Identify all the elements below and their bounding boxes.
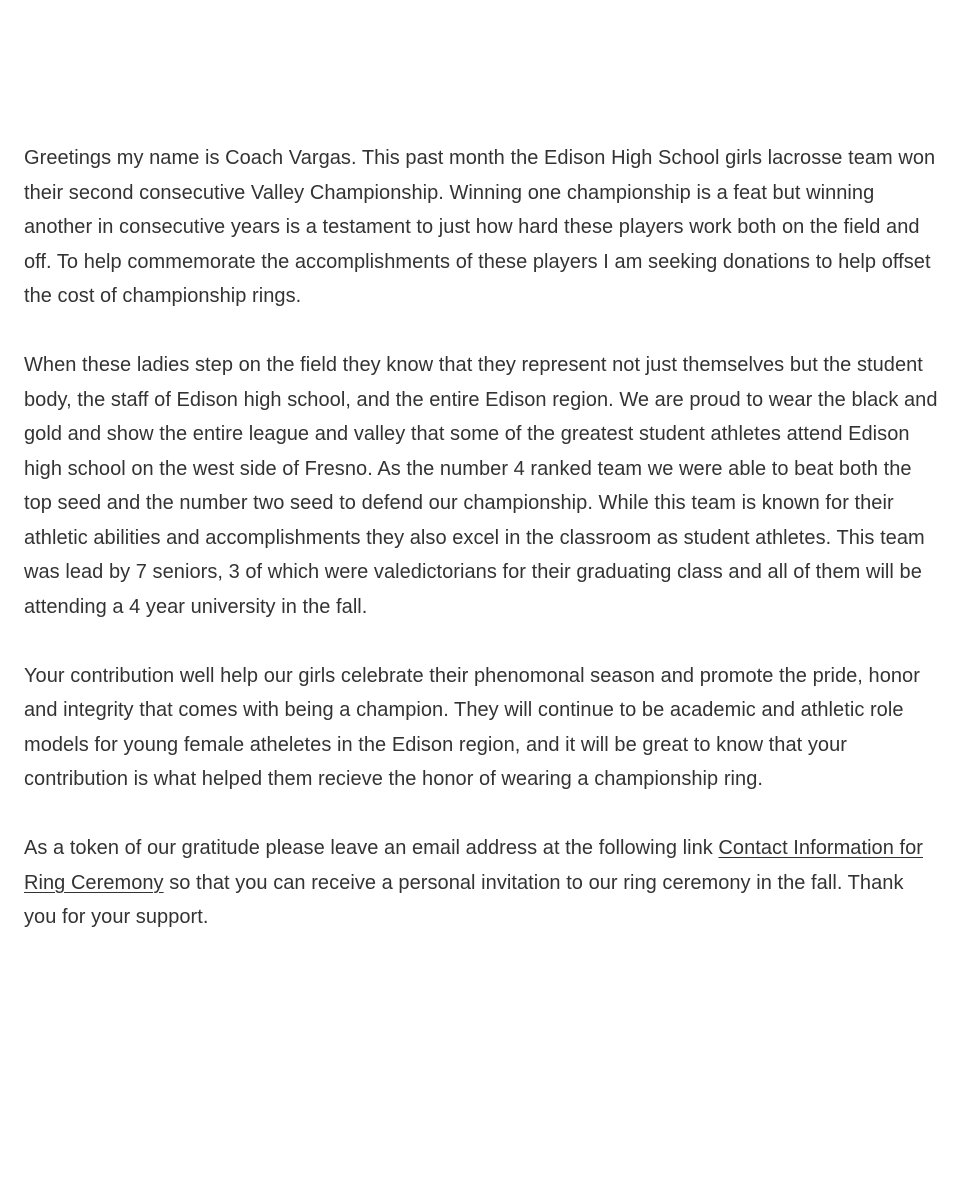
closing-text-after-link: so that you can receive a personal invitation to our ring ceremony in the fall. Thank you for your support. [24,871,904,928]
letter-body [24,141,940,935]
paragraph-team-description: When these ladies step on the field they know that they represent not just themselves but the student body, the staff of Edison high school, and the entire Edison region. We are proud to wear the black and gold and show the entire league and valley that some of the greatest student athletes attend Edison high school on the west side of Fresno. As the number 4 ranked team we were able to beat both the top seed and the number two seed to defend our championship. While this team is known for their athletic abilities and accomplishments they also excel in the classroom as student athletes. This team was lead by 7 seniors, 3 of which were valedictorians for their graduating class and all of them will be attending a 4 year university in the fall. [24,354,938,618]
paragraph-contribution: Your contribution well help our girls celebrate their phenomonal season and promote the pride, honor and integrity that comes with being a champion. They will continue to be academic and athletic role models for young female atheletes in the Edison region, and it will be great to know that your contribution is what helped them recieve the honor of wearing a championship ring. [24,664,920,790]
paragraph-closing [24,831,940,935]
paragraph-intro: Greetings my name is Coach Vargas. This past month the Edison High School girls lacrosse team won their second consecutive Valley Championship. Winning one championship is a feat but winning another in consecutive years is a testament to just how hard these players work both on the field and off. To help commemorate the accomplishments of these players I am seeking donations to help offset the cost of championship rings. [24,147,936,307]
ring-ceremony-contact-link[interactable]: Contact Information for Ring Ceremony [24,837,923,894]
closing-text-before-link: As a token of our gratitude please leave an email address at the following link [24,837,719,859]
